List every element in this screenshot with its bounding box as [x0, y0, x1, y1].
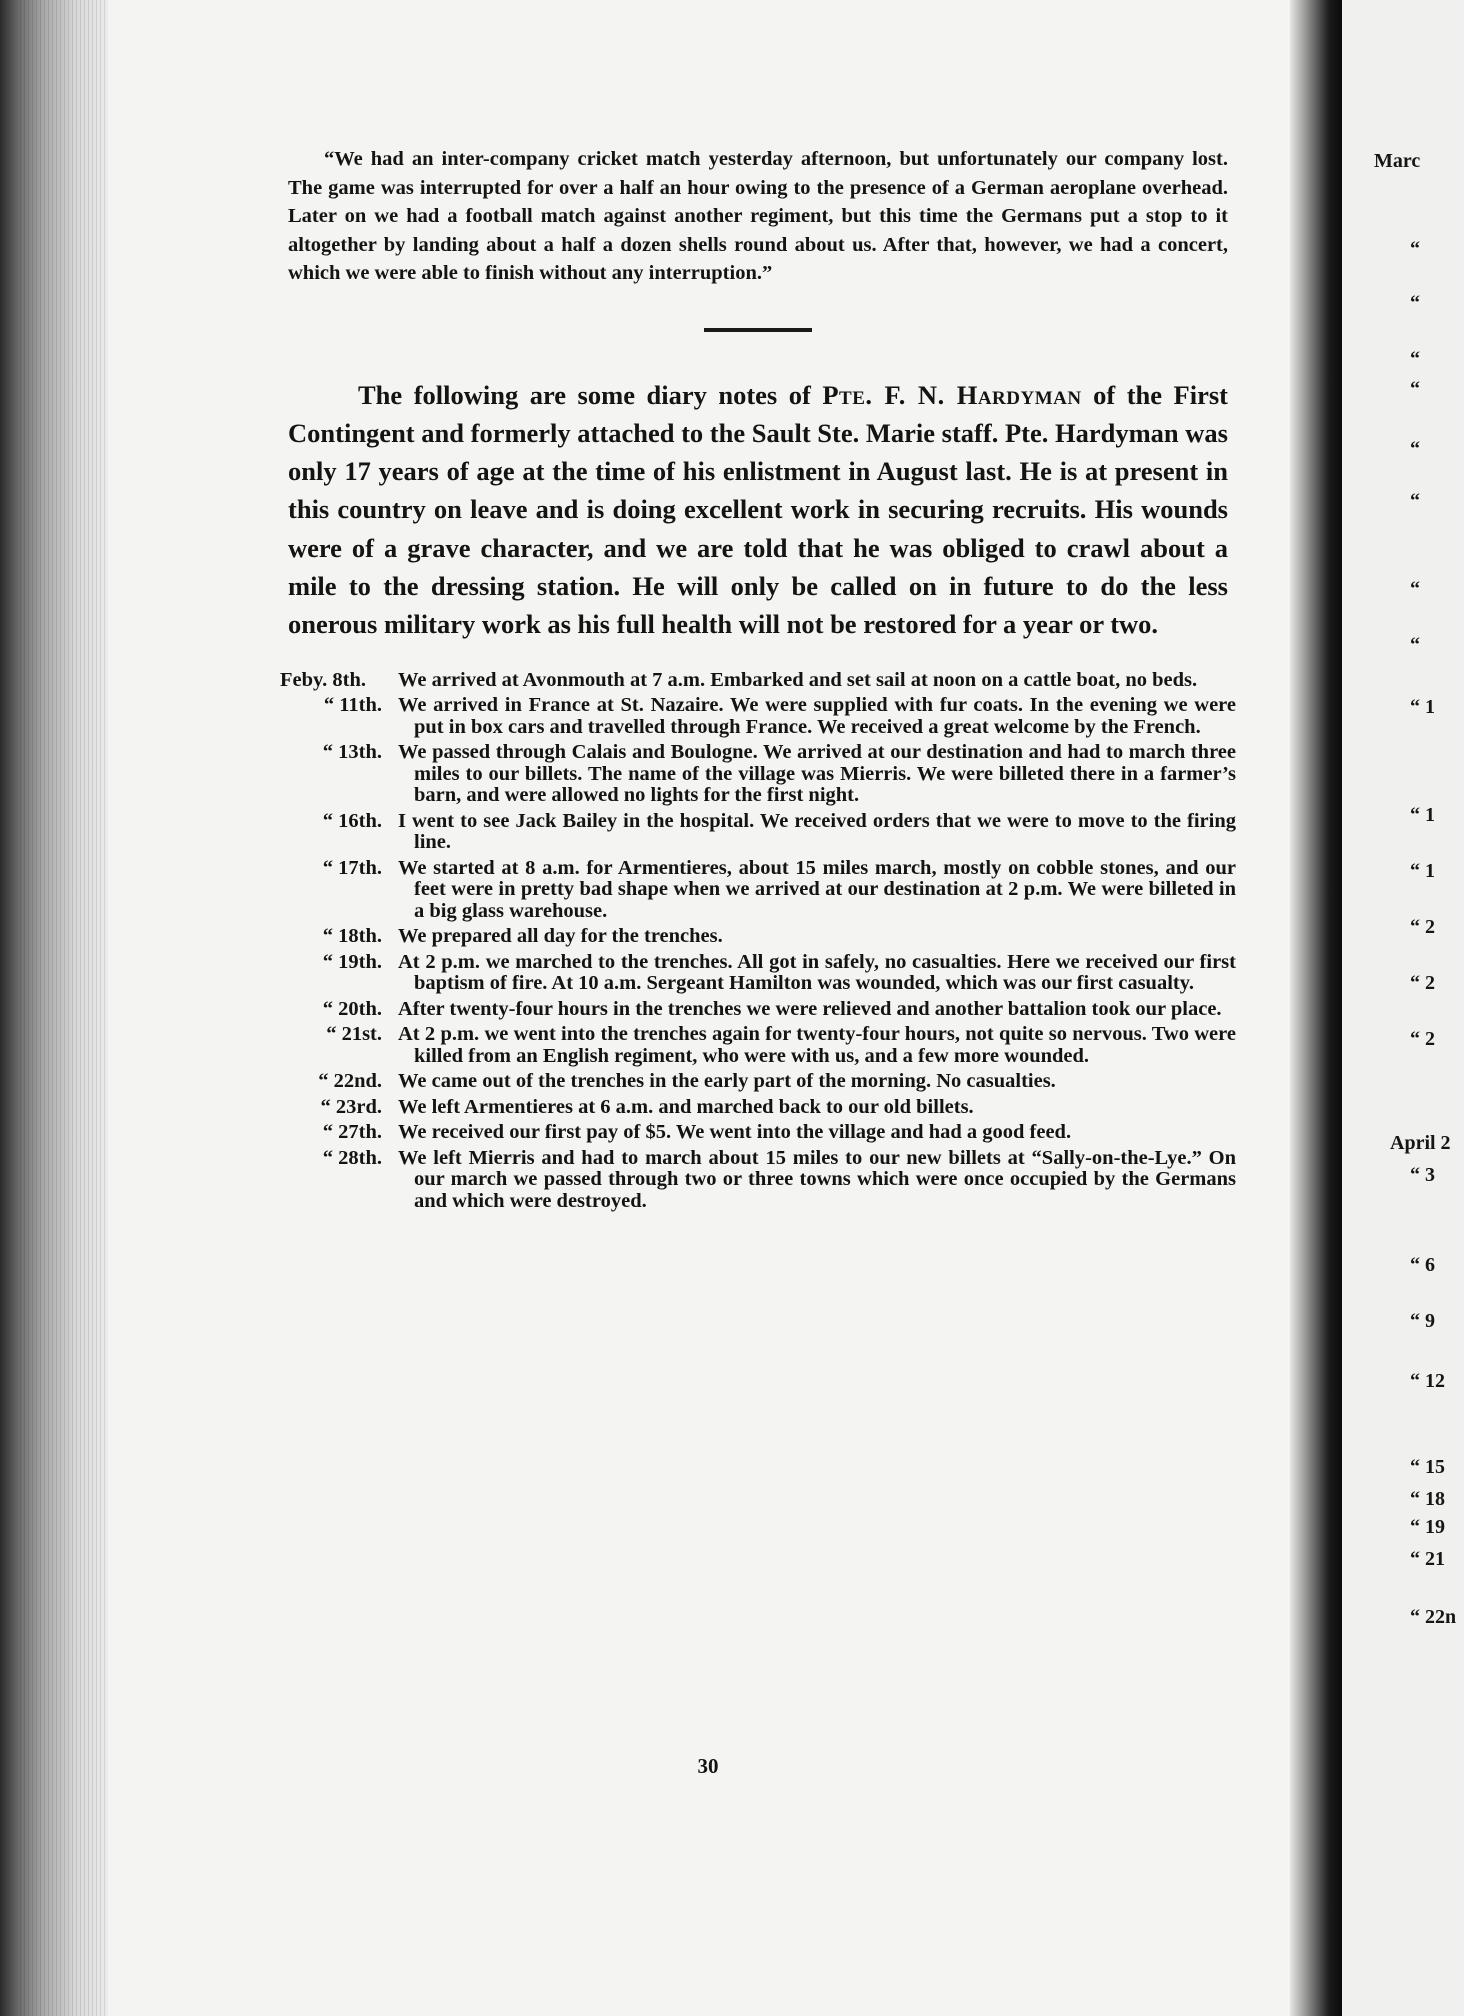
next-page-date-fragment: “ 2 — [1410, 972, 1435, 994]
intro-after-name: of the First Contingent and formerly attached to the Sault Ste. Marie staff. Pte. Hardyman was only 17 years of age at the time of his enlistment in August last. He is at present in this country on leave and is doing excellent work in securing recruits. His wounds were of a grave character, and we are told that he was obliged to crawl about a mile to the dressing station. He will only be called on in future to do the less onerous military work as his full health will not be restored for a year or two. — [288, 379, 1228, 640]
diary-text: At 2 p.m. we marched to the trenches. All got in safely, no casualties. Here we received our first baptism of fire. At 10 a.m. Sergeant Hamilton was wounded, which was our first casualty. — [398, 950, 1236, 995]
next-page-date-fragment: “ 6 — [1410, 1254, 1435, 1276]
diary-entry — [280, 1122, 1236, 1144]
next-page-heading: Marc — [1374, 150, 1421, 172]
diary-text: We passed through Calais and Boulogne. We arrived at our destination and had to march three miles to our billets. The name of the village was Mierris. We were billeted there in a farmer’s barn, and were allowed no lights for the first night. — [398, 741, 1236, 807]
intro-before-name: The following are some diary notes of — [358, 379, 823, 410]
diary-entry — [280, 999, 1236, 1021]
next-page-date-fragment: “ — [1410, 348, 1420, 370]
diary-date: “ 23rd. — [320, 1095, 382, 1118]
diary-entry — [280, 952, 1236, 995]
next-page-date-fragment: “ 21 — [1410, 1548, 1445, 1570]
diary-text: We came out of the trenches in the early part of the morning. No casualties. — [398, 1070, 1056, 1093]
diary-entry — [280, 670, 1236, 692]
diary-entry — [280, 1148, 1236, 1213]
diary-entry — [280, 858, 1236, 923]
letter-quote: “We had an inter-company cricket match yesterday afternoon, but unfortunately our company lost. The game was interrupted for over a half an hour owing to the presence of a German aeroplane overhead. Later on we had a football match against another regiment, but this time the Germans put a stop to it altogether by landing about a half a dozen shells round about us. After that, however, we had a concert, which we were able to finish without any interruption.” — [288, 148, 1228, 284]
diary-date: “ 11th. — [323, 694, 382, 717]
section-divider — [704, 328, 812, 332]
diary-text: I went to see Jack Bailey in the hospital. We received orders that we were to move to the firing line. — [398, 809, 1236, 854]
diary-text: At 2 p.m. we went into the trenches again for twenty-four hours, not quite so nervous. Two were killed from an English regiment, who were with us, and a few more wounded. — [398, 1023, 1236, 1067]
page-number: 30 — [697, 1754, 719, 1778]
next-page-date-fragment: “ 2 — [1410, 916, 1435, 938]
next-page-date-fragment: “ — [1410, 634, 1420, 656]
diary-date: “ 28th. — [322, 1146, 382, 1169]
diary-entry — [280, 811, 1236, 854]
diary-entry — [280, 1024, 1236, 1067]
next-page-date-fragment: “ 22n — [1410, 1606, 1457, 1628]
next-page-date-fragment: “ 2 — [1410, 1028, 1435, 1050]
next-page-date-fragment: “ — [1410, 292, 1420, 314]
next-page-date-fragment: “ — [1410, 578, 1420, 600]
next-page-date-fragment: “ 1 — [1410, 804, 1435, 826]
next-page-date-fragment: “ — [1410, 238, 1420, 260]
next-page-date-fragment: “ 1 — [1410, 860, 1435, 882]
soldier-name: Pte. F. N. Hardyman — [822, 379, 1082, 410]
diary-date: Feby. 8th. — [280, 668, 366, 691]
diary-text: We received our first pay of $5. We went into the village and had a good feed. — [398, 1121, 1072, 1144]
diary-entry — [280, 1097, 1236, 1119]
diary-date: “ 21st. — [326, 1023, 382, 1046]
next-page-date-fragment: “ — [1410, 378, 1420, 400]
diary-date: “ 19th. — [322, 950, 382, 973]
diary-date: “ 18th. — [322, 925, 382, 948]
next-page-date-fragment: “ 15 — [1410, 1456, 1445, 1478]
diary-date: “ 16th. — [322, 809, 382, 832]
next-page-april: April 2 — [1390, 1132, 1451, 1154]
next-page-date-fragment: “ 12 — [1410, 1370, 1445, 1392]
next-page-date-fragment: “ 3 — [1410, 1164, 1435, 1186]
diary-entry — [280, 926, 1236, 948]
diary-text: We arrived at Avonmouth at 7 a.m. Embarked and set sail at noon on a cattle boat, no beds. — [398, 668, 1198, 691]
intro-paragraph — [288, 376, 1228, 644]
diary-date: “ 20th. — [322, 997, 382, 1020]
diary-text: After twenty-four hours in the trenches we were relieved and another battalion took our place. — [398, 997, 1222, 1020]
next-page-date-fragment: “ 9 — [1410, 1310, 1435, 1332]
book-gutter-shadow — [1290, 0, 1342, 2016]
diary-date: “ 13th. — [322, 741, 382, 764]
diary-text: We arrived in France at St. Nazaire. We were supplied with fur coats. In the evening we were put in box cars and travelled through France. We received a great welcome by the French. — [398, 694, 1236, 738]
diary-text: We left Armentieres at 6 a.m. and marched back to our old billets. — [398, 1095, 974, 1118]
next-page-date-fragment: “ — [1410, 438, 1420, 460]
next-page-date-fragment: “ 18 — [1410, 1488, 1445, 1510]
diary-date: “ 17th. — [322, 856, 382, 879]
diary-text: We prepared all day for the trenches. — [398, 925, 723, 948]
diary-entry — [280, 695, 1236, 738]
diary-text: We started at 8 a.m. for Armentieres, about 15 miles march, mostly on cobble stones, and our feet were in pretty bad shape when we arrived at our destination at 2 p.m. We were billeted in a big glass warehouse. — [398, 856, 1236, 922]
diary-date: “ 22nd. — [318, 1070, 382, 1093]
diary-text: We left Mierris and had to march about 15 miles to our new billets at “Sally-on-the-Lye.” On our march we passed through two or three towns which were once occupied by the Germans and which were destroyed. — [398, 1146, 1236, 1212]
diary-entry — [280, 1071, 1236, 1093]
next-page — [1342, 0, 1464, 2016]
diary-entries — [280, 670, 1236, 1213]
page-edge-lines — [20, 0, 105, 2016]
next-page-date-fragment: “ — [1410, 490, 1420, 512]
next-page-date-fragment: “ 1 — [1410, 696, 1435, 718]
diary-date: “ 27th. — [322, 1121, 382, 1144]
next-page-date-fragment: “ 19 — [1410, 1516, 1445, 1538]
page-content — [280, 145, 1236, 1216]
diary-entry — [280, 742, 1236, 807]
